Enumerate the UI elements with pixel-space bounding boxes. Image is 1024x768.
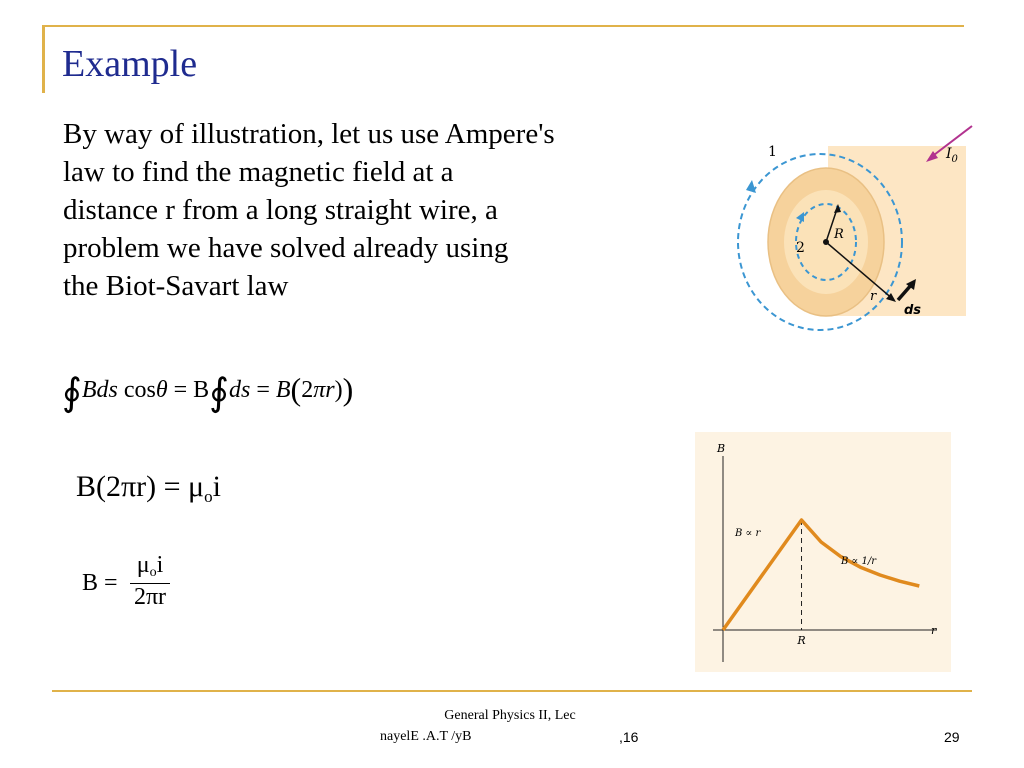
top-border-line [42,25,964,27]
x-tick-label-R: R [797,634,806,647]
eq1-pi-r: πr [313,377,335,403]
body-line: By way of illustration, let us use Ampere's [63,118,555,150]
eq3-fraction [130,552,170,611]
current-label-sub: 0 [951,154,958,165]
loop-1-arrow-icon [746,180,756,193]
eq1-close-paren: ) [342,371,354,407]
cylinder-figure [728,118,978,338]
label-2: 2 [796,240,805,256]
footer-author: nayelE .A.T /yB [380,729,472,744]
axis-center-dot [823,239,829,245]
closed-integral-symbol: ∮ [209,372,229,414]
eq1-two: 2 [301,377,314,403]
eq2-sub: o [204,487,213,506]
body-line: the Biot-Savart law [63,270,289,302]
y-axis-label: B [717,442,726,455]
footer-divider [52,690,972,692]
footer-number: ,16 [619,729,639,745]
eq1-b: B [275,377,291,403]
current-label: I [946,146,952,162]
eq3-numerator [130,552,170,584]
page-number: 29 [944,729,960,745]
closed-integral-symbol: ∮ [62,372,82,414]
eq1-equals-b: = B [173,377,210,403]
eq1-inner-close: ) [334,377,343,403]
graph-svg [695,432,951,672]
x-axis-label: r [931,624,937,637]
eq1-theta: θ [155,377,168,403]
annotation-inverse: B ∝ 1/r [841,556,876,567]
body-line: distance r from a long straight wire, a [63,194,498,226]
eq2-rhs: i [212,470,221,503]
body-line: law to find the magnetic field at a [63,156,454,188]
eq3-denominator: 2πr [133,584,167,610]
ampere-integral-equation [62,370,353,415]
eq3-i: i [156,552,164,578]
label-1: 1 [768,144,777,160]
eq1-open-paren: ( [290,371,302,407]
eq3-lhs: B = [82,570,118,596]
eq1-cos: cos [123,377,156,403]
label-r: r [870,289,877,304]
eq3-mu: μ [136,552,150,578]
eq1-bds: Bds [81,377,118,403]
ampere-result-equation [76,470,221,507]
eq2-lhs: B(2πr) = μ [76,470,205,503]
label-ds: ds [904,303,922,318]
slide-title: Example [62,43,198,85]
body-line: problem we have solved already using [63,232,509,264]
label-R: R [834,227,844,242]
left-accent-bar [42,25,45,93]
footer-course: General Physics II, Lec [444,708,576,723]
field-vs-radius-graph [695,432,951,672]
body-text [63,115,723,305]
eq3-sub: o [149,565,157,580]
annotation-linear: B ∝ r [735,528,761,539]
eq1-equals: = [256,377,276,403]
eq1-ds: ds [228,377,251,403]
